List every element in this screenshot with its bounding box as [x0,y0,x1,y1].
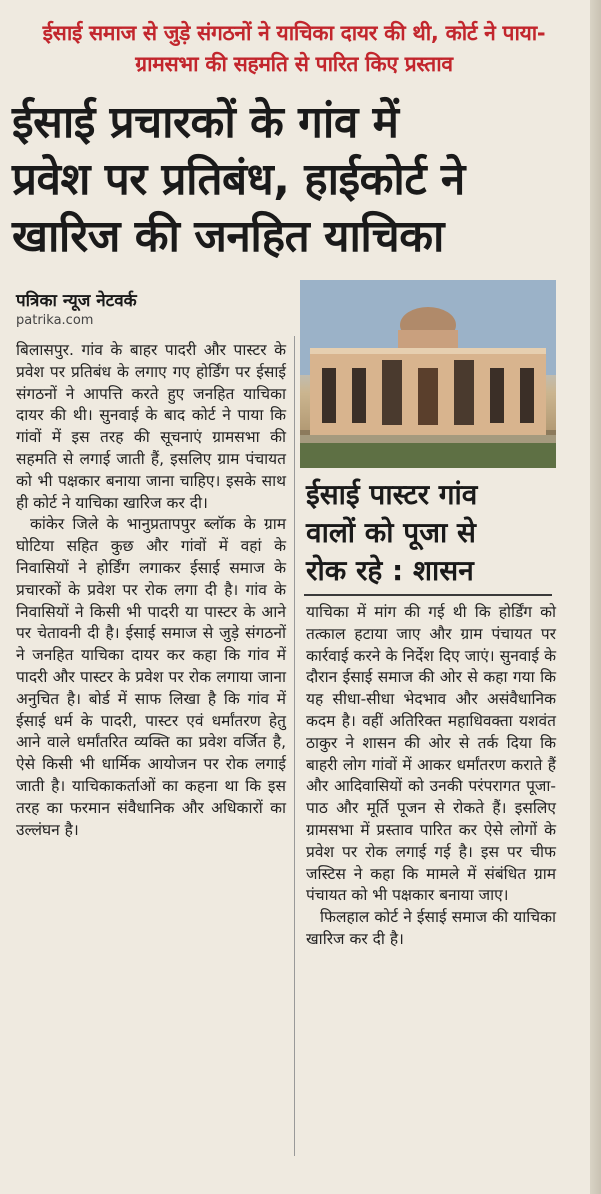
byline-source: patrika.com [16,313,94,328]
left-paragraph-2: कांकेर जिले के भानुप्रतापपुर ब्लॉक के ग्राम घोटिया सहित कुछ और गांवों में वहां के निवासियों ने होर्डिंग लगाकर ईसाई समाज के प्रचारकों के प्रवेश पर रोक लगा दी है। गांव के निवासियों ने किसी भी पादरी या पास्टर के आने पर चेतावनी दी है। ईसाई समाज से जुड़े संगठनों ने जनहित याचिका दायर कर कहा कि गांव में पादरी और पास्टर के प्रवेश पर रोक लगाया जाना अनुचित है। बोर्ड में साफ लिखा है कि गांव में ईसाई धर्म के पादरी, पास्टर एवं धर्मांतरण हेतु आने वाले धर्मांतरित व्यक्ति का प्रवेश वर्जित है, ऐसे किसी भी धार्मिक आयोजन पर रोक लगाई जाती है। याचिकाकर्ताओं का कहना था कि इस तरह का फरमान संवैधानिक और अधिकारों का उल्लंघन है। [16,515,286,839]
right-column [306,602,556,951]
left-paragraph-1: बिलासपुर. गांव के बाहर पादरी और पास्टर के प्रवेश पर प्रतिबंध के लगाए गए होर्डिंग पर ईसाई संगठनों ने आपत्ति करते हुए जनहित याचिका दायर की थी। सुनवाई के बाद कोर्ट ने पाया कि गांवों में इस तरह की सूचनाएं ग्रामसभा की सहमति से लगाई जाती हैं, इसलिए ग्राम पंचायत को भी पक्षकार बनाया जाना चाहिए। इसके साथ ही कोर्ट ने याचिका खारिज कर दी। [16,341,286,512]
court-building-illustration [300,280,556,468]
page-edge [590,0,601,1194]
byline: पत्रिका न्यूज नेटवर्क [16,291,137,311]
column-divider [294,336,295,1156]
right-paragraph-2: फिलहाल कोर्ट ने ईसाई समाज की याचिका खारिज कर दी है। [306,908,556,948]
divider-rule [304,594,552,596]
left-column [16,340,286,841]
subheadline: ईसाई पास्टर गांव वालों को पूजा से रोक रहे : शासन [306,478,478,587]
kicker-text: ईसाई समाज से जुड़े संगठनों ने याचिका दायर की थी, कोर्ट ने पाया- ग्रामसभा की सहमति से पारित किए प्रस्ताव [42,21,546,76]
headline: ईसाई प्रचारकों के गांव में प्रवेश पर प्रतिबंध, हाईकोर्ट ने खारिज की जनहित याचिका [12,97,465,262]
right-paragraph-1: याचिका में मांग की गई थी कि होर्डिंग को तत्काल हटाया जाए और ग्राम पंचायत पर कार्रवाई करने के निर्देश दिए जाएं। सुनवाई के दौरान ईसाई समाज की ओर से कहा गया कि यह सीधा-सीधा भेदभाव और असंवैधानिक कदम है। वहीं अतिरिक्त महाधिवक्ता यशवंत ठाकुर ने शासन की ओर से तर्क दिया कि बाहरी लोग गांवों में आकर धर्मांतरण कराते हैं और आदिवासियों को उनकी परंपरागत पूजा-पाठ और मूर्ति पूजन से रोकते हैं। इसलिए ग्रामसभा में प्रस्ताव पारित कर ऐसे लोगों के प्रवेश पर रोक लगाई गई है। इस पर चीफ जस्टिस ने कहा कि मामले में संबंधित ग्राम पंचायत को भी पक्षकार बनाया जाए। [306,603,556,905]
high-court-building-photo [300,280,556,468]
